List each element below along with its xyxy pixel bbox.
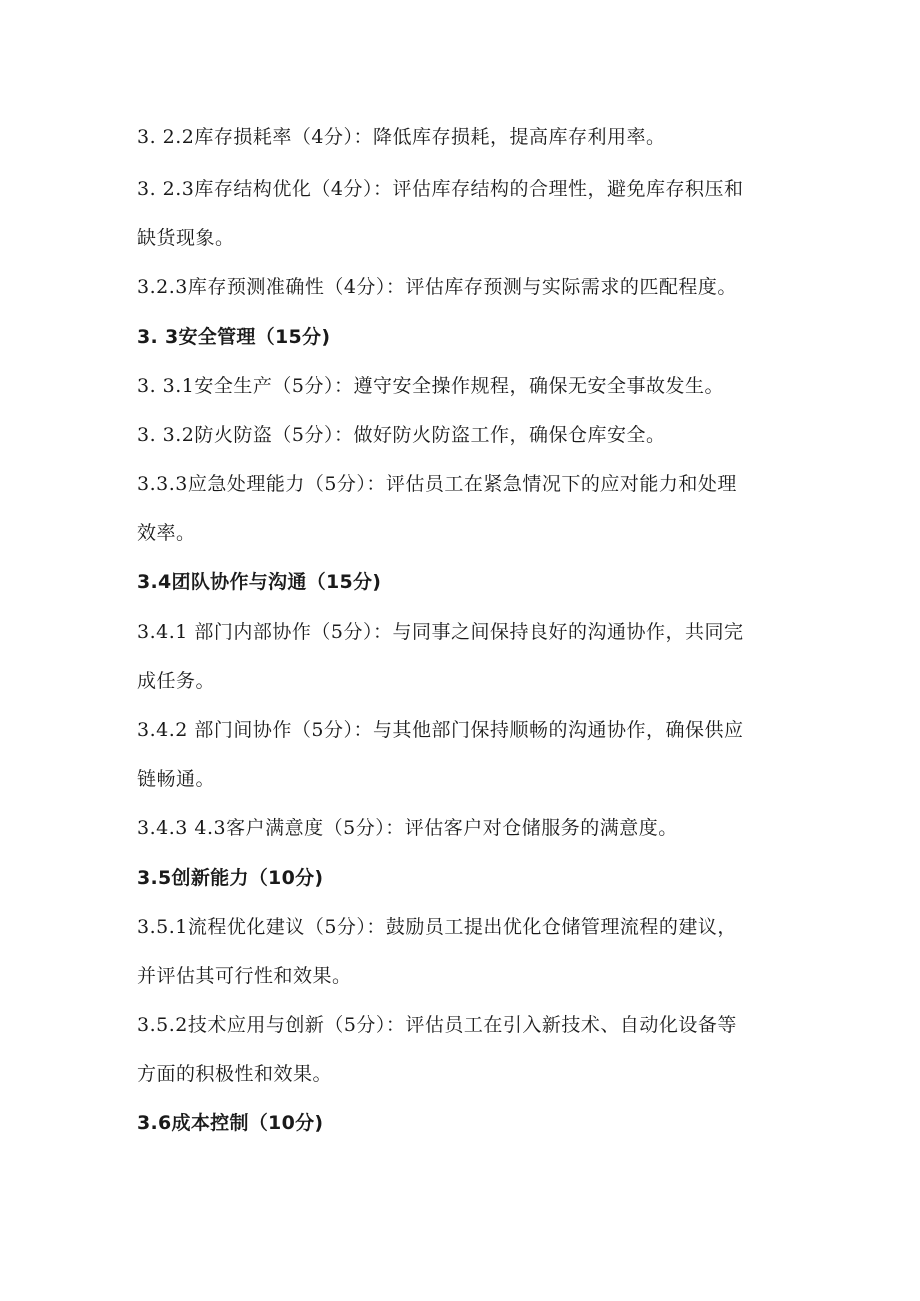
text-line: 3. 2.3库存结构优化（4分）：评估库存结构的合理性，避免库存积压和 [137, 178, 744, 200]
section-heading: 3.5创新能力（10分) [137, 867, 324, 889]
text-line: 效率。 [137, 522, 196, 544]
text-line: 缺货现象。 [137, 227, 235, 249]
text-line: 3.4.1 部门内部协作（5分）：与同事之间保持良好的沟通协作，共同完 [137, 621, 744, 643]
section-heading: 3.4团队协作与沟通（15分) [137, 571, 382, 593]
text-line: 3. 3.1安全生产（5分）：遵守安全操作规程，确保无安全事故发生。 [137, 375, 724, 397]
text-line: 3.4.2 部门间协作（5分）：与其他部门保持顺畅的沟通协作，确保供应 [137, 719, 744, 741]
text-line: 3.3.3应急处理能力（5分）：评估员工在紧急情况下的应对能力和处理 [137, 473, 737, 495]
text-line: 3.5.2技术应用与创新（5分）：评估员工在引入新技术、自动化设备等 [137, 1014, 737, 1036]
section-heading: 3.6成本控制（10分) [137, 1112, 324, 1134]
text-line: 成任务。 [137, 670, 216, 692]
text-line: 3.2.3库存预测准确性（4分）：评估库存预测与实际需求的匹配程度。 [137, 276, 737, 298]
text-line: 并评估其可行性和效果。 [137, 965, 352, 987]
section-heading: 3. 3安全管理（15分) [137, 326, 331, 348]
text-line: 3. 2.2库存损耗率（4分）：降低库存损耗，提高库存利用率。 [137, 126, 666, 148]
text-line: 3.4.3 4.3客户满意度（5分）：评估客户对仓储服务的满意度。 [137, 817, 678, 839]
text-line: 方面的积极性和效果。 [137, 1063, 333, 1085]
text-line: 3. 3.2防火防盗（5分）：做好防火防盗工作，确保仓库安全。 [137, 424, 666, 446]
text-line: 链畅通。 [137, 768, 216, 790]
text-line: 3.5.1流程优化建议（5分）：鼓励员工提出优化仓储管理流程的建议， [137, 916, 737, 938]
